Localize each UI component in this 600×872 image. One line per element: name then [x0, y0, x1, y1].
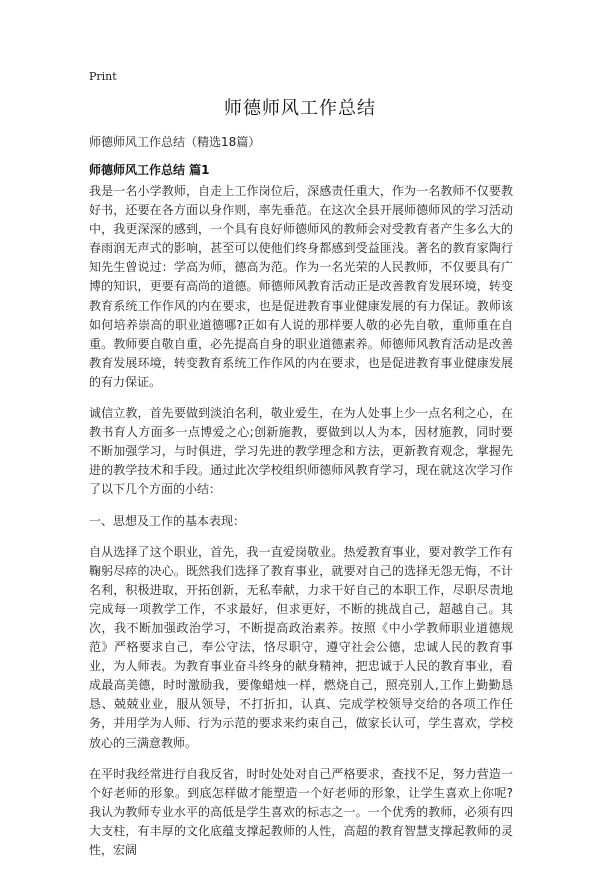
paragraph-2: 诚信立教，首先要做到淡泊名利，敬业爱生，在为人处事上少一点名利之心，在教书育人方面多一点博爱之心;创新施教，要做到以人为本，因材施教，同时要不断加强学习，与时俱进，学习先进的教学理念和方法，更新教育观念，掌握先进的教学技术和手段。通过此次学校组织师德师风教育学习，现在就这次学习作了以下几个方面的小结：: [89, 406, 513, 497]
section-heading: 师德师风工作总结 篇1: [89, 163, 210, 177]
paragraph-4: 自从选择了这个职业，首先，我一直爱岗敬业。热爱教育事业，要对教学工作有鞠躬尽瘁的决心。既然我们选择了教育事业，就要对自己的选择无怨无悔，不计名利，积极进取，开拓创新，无私奉献，力求干好自己的本职工作，尽职尽责地完成每一项教学工作，不求最好，但求更好，不断的挑战自己，超越自己。其次，我不断加强政治学习，不断提高政治素养。按照《中小学教师职业道德规范》严格要求自己，奉公守法，恪尽职守，遵守社会公德，忠诚人民的教育事业，为人师表。为教育事业奋斗终身的献身精神，把忠诚于人民的教育事业，看成最高美德，时时激励我，要像蜡烛一样，燃烧自己，照亮别人,工作上勤勤恳恳、兢兢业业，服从领导，不打折扣，认真、完成学校领导交给的各项工作任务，并用学为人师、行为示范的要求来约束自己，做家长认可，学生喜欢，学校放心的三满意教师。: [89, 544, 513, 750]
paragraph-5: 在平时我经常进行自我反省，时时处处对自己严格要求，查找不足，努力营造一个好老师的形象。到底怎样做才能塑造一个好老师的形象，让学生喜欢上你呢?我认为教师专业水平的高低是学生喜欢的标志之一。一个优秀的教师，必须有四大支柱，有丰厚的文化底蕴支撑起教师的人性，高超的教育智慧支撑起教师的灵性，宏阔: [89, 766, 513, 857]
document-body: [89, 182, 513, 872]
paragraph-3: 一、思想及工作的基本表现：: [89, 513, 246, 528]
document-title: 师德师风工作总结: [224, 98, 376, 119]
document-subtitle: 师德师风工作总结（精选18篇）: [89, 135, 261, 149]
paragraph-1: 我是一名小学教师，自走上工作岗位后，深感责任重大，作为一名教师不仅要教好书，还要在各方面以身作则，率先垂范。在这次全县开展师德师风的学习活动中，我更深深的感到，一个具有良好师德师风的教师会对受教育者产生多么大的春雨润无声式的影响，甚至可以使他们终身都感到受益匪浅。著名的教育家陶行知先生曾说过：学高为师，德高为范。作为一名光荣的人民教师，不仅要具有广博的知识，更要有高尚的道德。师德师风教育活动正是改善教育发展环境，转变教育系统工作作风的内在要求，也是促进教育事业健康发展的有力保证。教师该如何培养崇高的职业道德哪?正如有人说的那样要人敬的必先自敬，重师重在自重。教师要自敬自重，必先提高自身的职业道德素养。师德师风教育活动是改善教育发展环境，转变教育系统工作作风的内在要求，也是促进教育事业健康发展的有力保证。: [89, 184, 513, 389]
print-label[interactable]: Print: [89, 70, 117, 83]
